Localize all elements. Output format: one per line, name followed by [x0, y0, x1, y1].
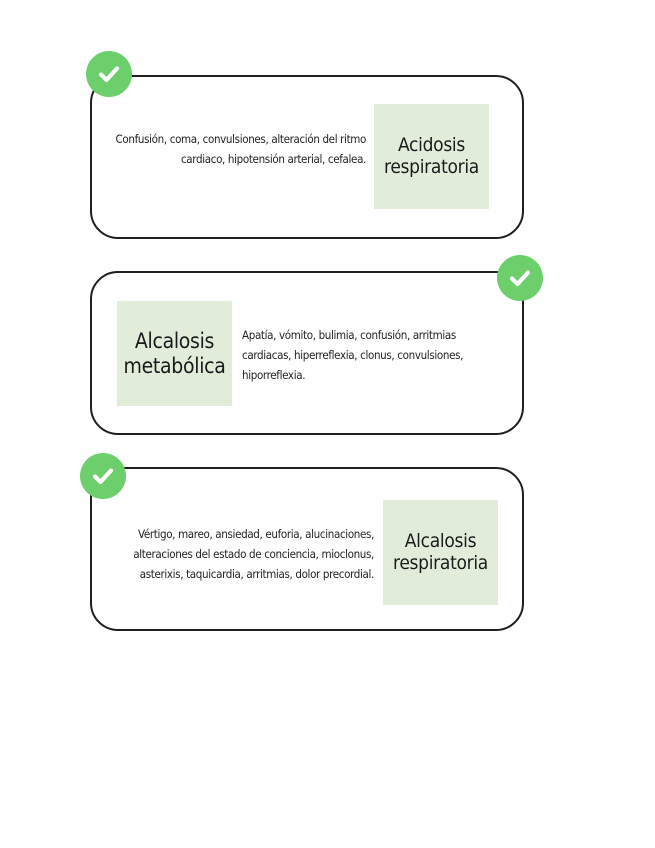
card-description: Confusión, coma, convulsiones, alteración del ritmo cardiaco, hipotensión arterial, cefalea. [115, 132, 366, 166]
card-description: Vértigo, mareo, ansiedad, euforia, alucinaciones, alteraciones del estado de conciencia, mioclonus, asterixis, taquicardia, arritmias, dolor precordial. [133, 527, 374, 581]
check-icon [80, 453, 126, 499]
check-icon [497, 255, 543, 301]
check-icon [86, 51, 132, 97]
card-description: Apatía, vómito, bulimia, confusión, arritmias cardiacas, hiperreflexia, clonus, convulsiones, hiporreflexia. [242, 328, 464, 382]
card-alcalosis-respiratoria [90, 467, 524, 631]
card-label: Alcalosis respiratoria [383, 500, 498, 605]
card-alcalosis-metabolica [90, 271, 524, 435]
card-label: Acidosis respiratoria [374, 104, 489, 209]
card-acidosis-respiratoria [90, 75, 524, 239]
card-label: Alcalosis metabólica [117, 301, 232, 406]
